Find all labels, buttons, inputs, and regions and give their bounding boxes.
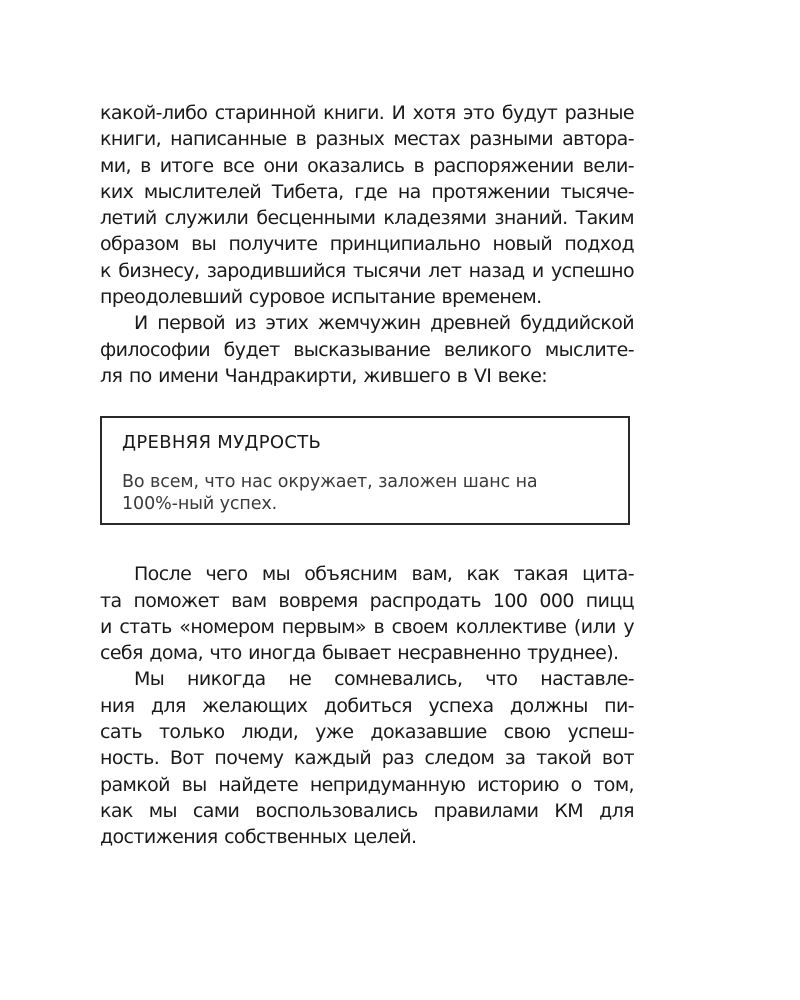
paragraph-1-line: преодолевший суровое испытание временем. bbox=[100, 286, 542, 309]
paragraph-2-line: ля по имени Чандракирти, жившего в VI веке: bbox=[100, 364, 548, 387]
paragraph-4-line: рамкой вы найдете непридуманную историю о том, bbox=[100, 773, 634, 796]
paragraph-4-line: как мы сами воспользовались правилами КМ для bbox=[100, 799, 634, 822]
paragraph-4-line: Мы никогда не сомневались, что наставле- bbox=[134, 668, 634, 691]
paragraph-1-line: книги, написанные в разных местах разными автора- bbox=[100, 128, 634, 151]
paragraph-2-line: И первой из этих жемчужин древней буддийской bbox=[134, 312, 634, 335]
callout-quote bbox=[122, 471, 608, 515]
book-page bbox=[100, 100, 634, 851]
paragraph-1-line: ких мыслителей Тибета, где на протяжении тысяче- bbox=[100, 180, 634, 203]
paragraph-1-line: летий служили бесценными кладезями знаний. Таким bbox=[100, 207, 634, 230]
callout-quote-line: Во всем, что нас окружает, заложен шанс на bbox=[122, 472, 538, 493]
paragraph-3 bbox=[100, 561, 634, 666]
paragraph-3-line: После чего мы объясним вам, как такая цита- bbox=[134, 563, 634, 586]
paragraph-3-line: та поможет вам вовремя распродать 100 000 пицц bbox=[100, 589, 634, 612]
text-after-callout bbox=[100, 561, 634, 850]
callout-title: ДРЕВНЯЯ МУДРОСТЬ bbox=[122, 432, 322, 454]
ancient-wisdom-box bbox=[100, 416, 630, 525]
paragraph-1-line: ми, в итоге все они оказались в распоряжении вели- bbox=[100, 154, 634, 177]
paragraph-3-line: себя дома, что иногда бывает несравненно труднее). bbox=[100, 642, 619, 665]
paragraph-4-line: сать только люди, уже доказавшие свою успеш- bbox=[100, 721, 634, 744]
paragraph-1-line: к бизнесу, зародившийся тысячи лет назад и успешно bbox=[100, 259, 634, 282]
paragraph-4 bbox=[100, 666, 634, 850]
paragraph-4-line: достижения собственных целей. bbox=[100, 826, 417, 849]
paragraph-2-line: философии будет высказывание великого мыслите- bbox=[100, 338, 634, 361]
paragraph-2 bbox=[100, 310, 634, 389]
paragraph-1-line: какой-либо старинной книги. И хотя это будут разные bbox=[100, 102, 634, 124]
paragraph-4-line: ния для желающих добиться успеха должны пи- bbox=[100, 694, 634, 717]
callout-quote-line: 100%-ный успех. bbox=[122, 494, 278, 515]
paragraph-4-line: ность. Вот почему каждый раз следом за такой вот bbox=[100, 747, 634, 770]
paragraph-3-line: и стать «номером первым» в своем коллективе (или у bbox=[100, 615, 634, 638]
paragraph-1-line: образом вы получите принципиально новый подход bbox=[100, 233, 634, 256]
paragraph-1 bbox=[100, 100, 634, 310]
